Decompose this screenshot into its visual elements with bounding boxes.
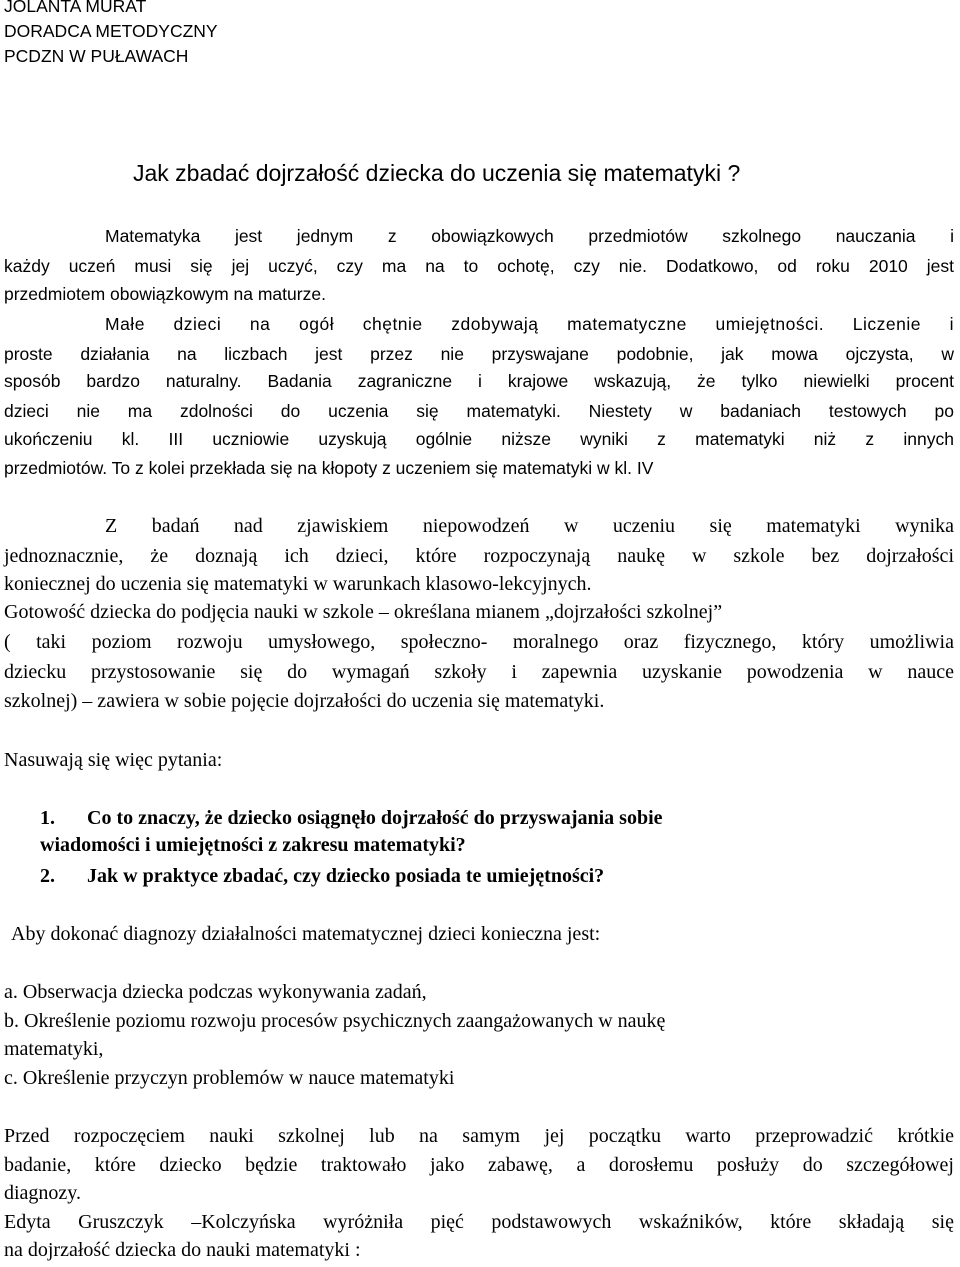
question-2-text: Jak w praktyce zbadać, czy dziecko posiada te umiejętności? [87, 865, 605, 887]
intro-line-1: Matematyka jest jednym z obowiązkowych przedmiotów szkolnego nauczania i [105, 226, 954, 246]
para4-line-4: szkolnej) – zawiera w sobie pojęcie dojrzałości do uczenia się matematyki. [4, 690, 605, 712]
questions-intro: Nasuwają się więc pytania: [4, 749, 223, 771]
para3-line-3: koniecznej do uczenia się matematyki w warunkach klasowo-lekcyjnych. [4, 573, 592, 595]
list-item-c: c. Określenie przyczyn problemów w nauce matematyki [4, 1067, 455, 1089]
page-title: Jak zbadać dojrzałość dziecka do uczenia się matematyki ? [133, 160, 741, 186]
para4-line-1: Gotowość dziecka do podjęcia nauki w szkole – określana mianem „dojrzałości szkolnej” [4, 601, 723, 623]
list-item-b-line-1: b. Określenie poziomu rozwoju procesów psychicznych zaangażowanych w naukę [4, 1010, 666, 1032]
intro-line-2: każdy uczeń musi się jej uczyć, czy ma na to ochotę, czy nie. Dodatkowo, od roku 2010 jest [4, 256, 954, 276]
question-1-line-1: Co to znaczy, że dziecko osiągnęło dojrzałość do przyswajania sobie [87, 807, 663, 829]
intro-line-3: przedmiotem obowiązkowym na maturze. [4, 284, 326, 304]
para2-line-2: proste działania na liczbach jest przez nie przyswajane podobnie, jak mowa ojczysta, w [4, 344, 954, 364]
author-name: JOLANTA MURAT [4, 0, 147, 16]
question-2-number: 2. [40, 865, 55, 887]
para2-line-1: Małe dzieci na ogół chętnie zdobywają matematyczne umiejętności. Liczenie i [105, 314, 954, 334]
para2-line-5: ukończeniu kl. III uczniowie uzyskują ogólnie niższe wyniki z matematyki niż z innych [4, 429, 954, 449]
para4-line-2: ( taki poziom rozwoju umysłowego, społeczno- moralnego oraz fizycznego, który umożliwia [4, 631, 954, 653]
para6-line-2: na dojrzałość dziecka do nauki matematyki : [4, 1239, 361, 1261]
author-institution: PCDZN W PUŁAWACH [4, 46, 189, 66]
para5-line-3: diagnozy. [4, 1182, 82, 1204]
question-1-number: 1. [40, 807, 55, 829]
para2-line-4: dzieci nie ma zdolności do uczenia się matematyki. Niestety w badaniach testowych po [4, 401, 954, 421]
list-item-b-line-2: matematyki, [4, 1038, 104, 1060]
para3-line-2: jednoznacznie, że doznają ich dzieci, które rozpoczynają naukę w szkole bez dojrzałości [4, 545, 954, 567]
para3-line-1: Z badań nad zjawiskiem niepowodzeń w uczeniu się matematyki wynika [105, 515, 954, 537]
para6-line-1: Edyta Gruszczyk –Kolczyńska wyróżniła pięć podstawowych wskaźników, które składają się [4, 1211, 954, 1233]
diagnosis-intro: Aby dokonać diagnozy działalności matematycznej dzieci konieczna jest: [11, 923, 601, 945]
para5-line-1: Przed rozpoczęciem nauki szkolnej lub na samym jej początku warto przeprowadzić krótkie [4, 1125, 954, 1147]
para2-line-3: sposób bardzo naturalny. Badania zagraniczne i krajowe wskazują, że tylko niewielki procent [4, 371, 954, 391]
para4-line-3: dziecku przystosowanie się do wymagań szkoły i zapewnia uzyskanie powodzenia w nauce [4, 661, 954, 683]
para2-line-6: przedmiotów. To z kolei przekłada się na kłopoty z uczeniem się matematyki w kl. IV [4, 458, 654, 478]
para5-line-2: badanie, które dziecko będzie traktowało jako zabawę, a dorosłemu posłuży do szczegółowej [4, 1154, 954, 1176]
author-role: DORADCA METODYCZNY [4, 21, 218, 41]
question-1-line-2: wiadomości i umiejętności z zakresu matematyki? [40, 834, 466, 856]
list-item-a: a. Obserwacja dziecka podczas wykonywania zadań, [4, 981, 427, 1003]
